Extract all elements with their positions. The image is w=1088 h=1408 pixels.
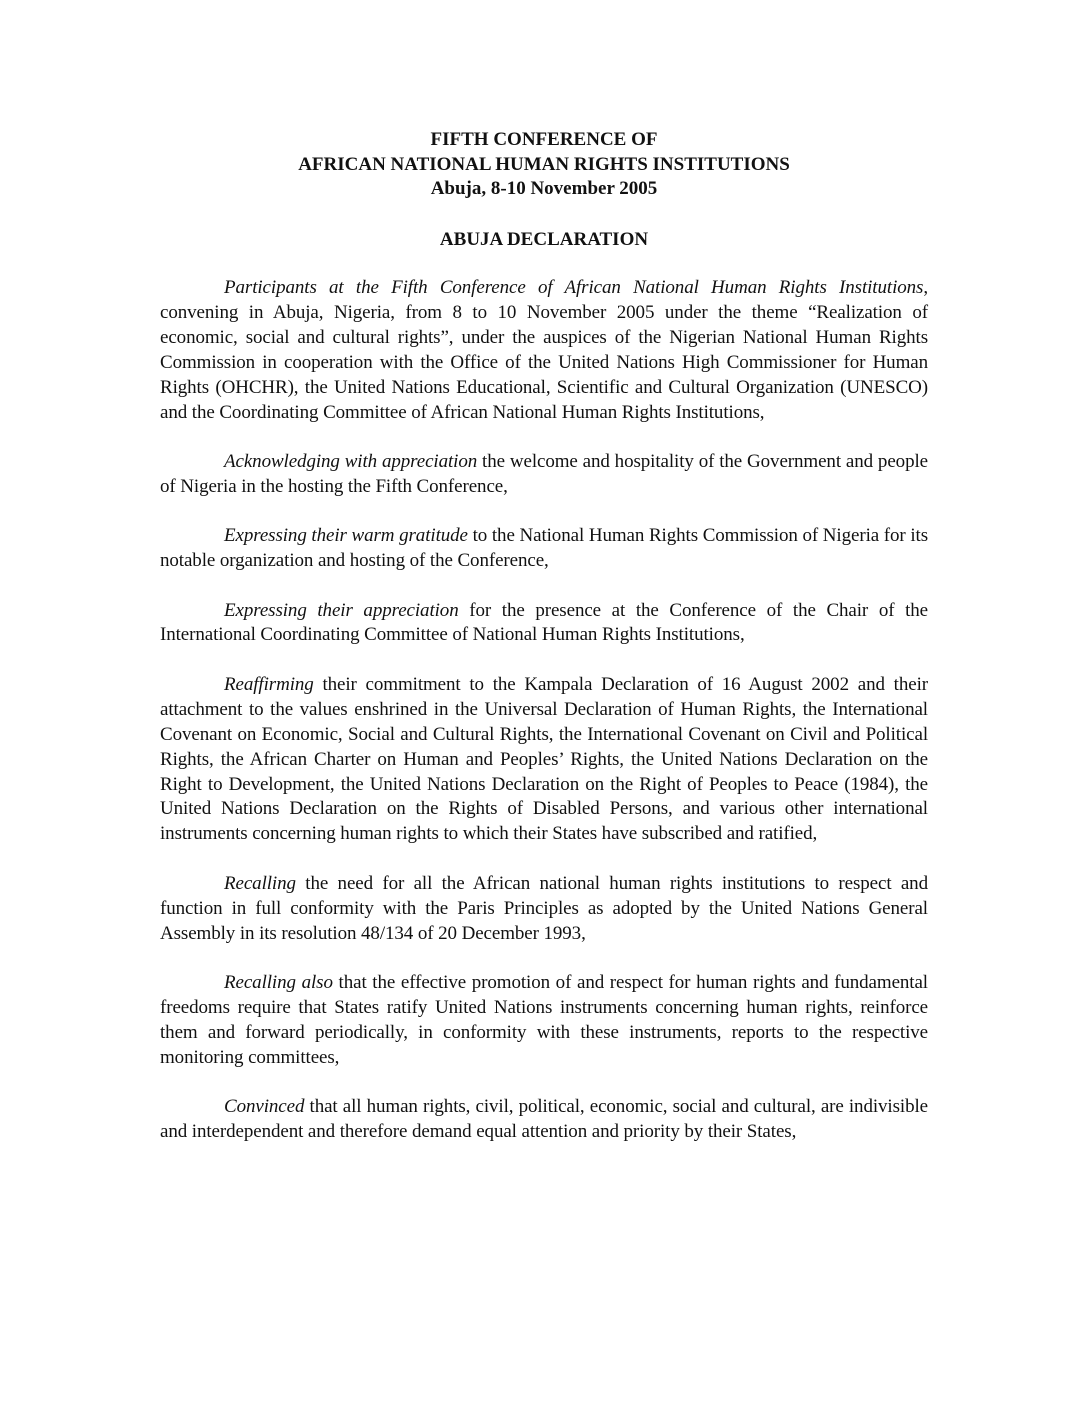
paragraph xyxy=(160,524,928,574)
document-page xyxy=(160,128,928,1169)
paragraph-text: for the presence at the Conference of the Chair of the International Coordinating Committee of National Human Rights Institutions, xyxy=(160,599,929,646)
paragraph-lead: Expressing their warm gratitude xyxy=(224,525,468,547)
paragraph-lead: Reaffirming xyxy=(224,673,314,695)
paragraph xyxy=(160,599,928,649)
paragraph xyxy=(160,971,928,1071)
paragraph xyxy=(160,276,928,425)
conference-header xyxy=(160,128,928,202)
paragraph-lead: Expressing their appreciation xyxy=(224,599,459,621)
header-line-place-date: Abuja, 8-10 November 2005 xyxy=(430,178,658,199)
paragraph-text: the need for all the African national human rights institutions to respect and function in full conformity with the Paris Principles as adopted by the United Nations General Assembly in its resolution 48/134 of 20 December 1993, xyxy=(160,872,928,944)
paragraph-text: their commitment to the Kampala Declaration of 16 August 2002 and their attachment to the values enshrined in the Universal Declaration of Human Rights, the International Covenant on Economic, Social and Cultural Rights, the International Covenant on Civil and Political Rights, the African Charter on Human and Peoples’ Rights, the United Nations Declaration on the Right to Development, the United Nations Declaration on the Right of Peoples to Peace (1984), the United Nations Declaration on the Rights of Disabled Persons, and various other international instruments concerning human rights to which their States have subscribed and ratified, xyxy=(160,673,928,845)
paragraph xyxy=(160,872,928,947)
paragraph-text: , convening in Abuja, Nigeria, from 8 to 10 November 2005 under the theme “Realization of economic, social and cultural rights”, under the auspices of the Nigerian National Human Rights Commission in cooperation with the Office of the United Nations High Commissioner for Human Rights (OHCHR), the United Nations Educational, Scientific and Cultural Organization (UNESCO) and the Coordinating Committee of African National Human Rights Institutions, xyxy=(160,277,928,423)
paragraph-lead: Recalling also xyxy=(224,971,333,993)
paragraph-text: that the effective promotion of and respect for human rights and fundamental freedoms require that States ratify United Nations instruments concerning human rights, reinforce them and forward periodically, in conformity with these instruments, reports to the respective monitoring committees, xyxy=(160,971,928,1068)
header-line-institutions: AFRICAN NATIONAL HUMAN RIGHTS INSTITUTIONS xyxy=(298,153,790,175)
header-line-conference: FIFTH CONFERENCE OF xyxy=(430,129,658,150)
paragraph-text: that all human rights, civil, political, economic, social and cultural, are indivisible and interdependent and therefore demand equal attention and priority by their States, xyxy=(160,1096,928,1142)
paragraph-lead: Recalling xyxy=(224,872,296,894)
paragraph-text: to the National Human Rights Commission of Nigeria for its notable organization and hosting of the Conference, xyxy=(160,525,928,572)
paragraph-text: the welcome and hospitality of the Government and people of Nigeria in the hosting the Fifth Conference, xyxy=(160,450,928,497)
preamble xyxy=(160,276,928,1145)
paragraph-lead: Convinced xyxy=(224,1096,305,1118)
paragraph-lead: Participants at the Fifth Conference of African National Human Rights Institutions xyxy=(224,277,924,298)
paragraph xyxy=(160,673,928,847)
paragraph xyxy=(160,1095,928,1145)
document-title: ABUJA DECLARATION xyxy=(439,228,649,250)
paragraph-lead: Acknowledging with appreciation xyxy=(224,450,478,472)
paragraph xyxy=(160,450,928,500)
